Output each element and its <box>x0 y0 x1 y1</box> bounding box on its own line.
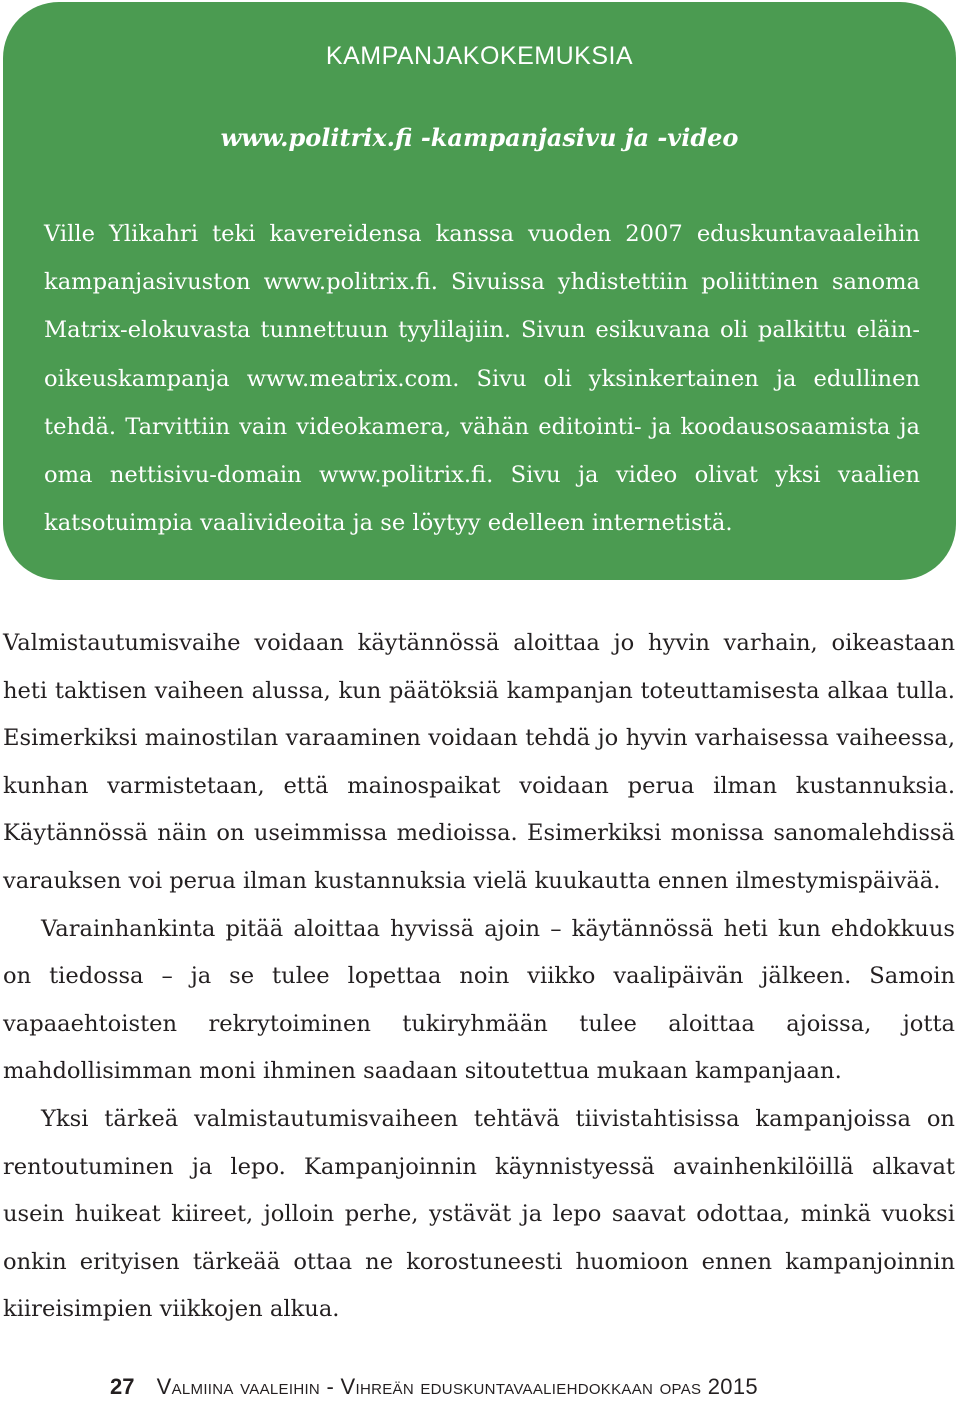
main-text <box>3 620 955 1334</box>
paragraph-2: Varainhankinta pitää aloittaa hyvissä ajoin – käytännössä heti kun ehdokkuus on tiedossa – ja se tulee lopettaa noin viikko vaalipäivän jälkeen. Samoin vapaaehtoisten rekrytoiminen tukiryhmään tulee aloittaa ajoissa, jotta mahdollisimman moni ihminen saadaan sitoutettua mukaan kampanjaan. <box>3 915 955 1085</box>
box-body-text: Ville Ylikahri teki kavereidensa kanssa vuoden 2007 eduskuntavaaleihin kampanjasivuston www.politrix.fi. Sivuissa yhdistettiin poliittinen sanoma Matrix-elokuvasta tunnettuun tyylilajiin. Sivun esikuvana oli palkittu eläin-oikeuskampanja www.meatrix.com. Sivu oli yksinkertainen ja edullinen tehdä. Tarvittiin vain videokamera, vähän editointi- ja koodausosaamista ja oma nettisivu-domain www.politrix.fi. Sivu ja video olivat yksi vaalien katsotuimpia vaalivideoita ja se löytyy edelleen internetistä. <box>44 221 920 537</box>
box-heading: KAMPANJAKOKEMUKSIA <box>325 42 634 70</box>
running-head: Valmiina vaaleihin - Vihreän eduskuntavaaliehdokkaan opas 2015 <box>156 1374 758 1399</box>
box-subheading: www.politrix.fi -kampanjasivu ja -video <box>220 123 739 152</box>
page-footer <box>110 1374 758 1400</box>
paragraph-1: Valmistautumisvaihe voidaan käytännössä aloittaa jo hyvin varhain, oikeastaan heti taktisen vaiheen alussa, kun päätöksiä kampanjan toteuttamisesta alkaa tulla. Esimerkiksi mainostilan varaaminen voidaan tehdä jo hyvin varhaisessa vaiheessa, kunhan varmistetaan, että mainospaikat voidaan perua ilman kustannuksia. Käytännössä näin on useimmissa medioissa. Esimerkiksi monissa sanomalehdissä varauksen voi perua ilman kustannuksia vielä kuukautta ennen ilmestymispäivää. <box>3 630 955 894</box>
paragraph-3: Yksi tärkeä valmistautumisvaiheen tehtävä tiivistahtisissa kampanjoissa on rentoutuminen ja lepo. Kampanjoinnin käynnistyessä avainhenkilöillä alkavat usein huikeat kiireet, jolloin perhe, ystävät ja lepo saavat odottaa, minkä vuoksi onkin erityisen tärkeää ottaa ne korostuneesti huomioon ennen kampanjoinnin kiireisimpien viikkojen alkua. <box>3 1105 955 1323</box>
page-number: 27 <box>110 1374 135 1399</box>
